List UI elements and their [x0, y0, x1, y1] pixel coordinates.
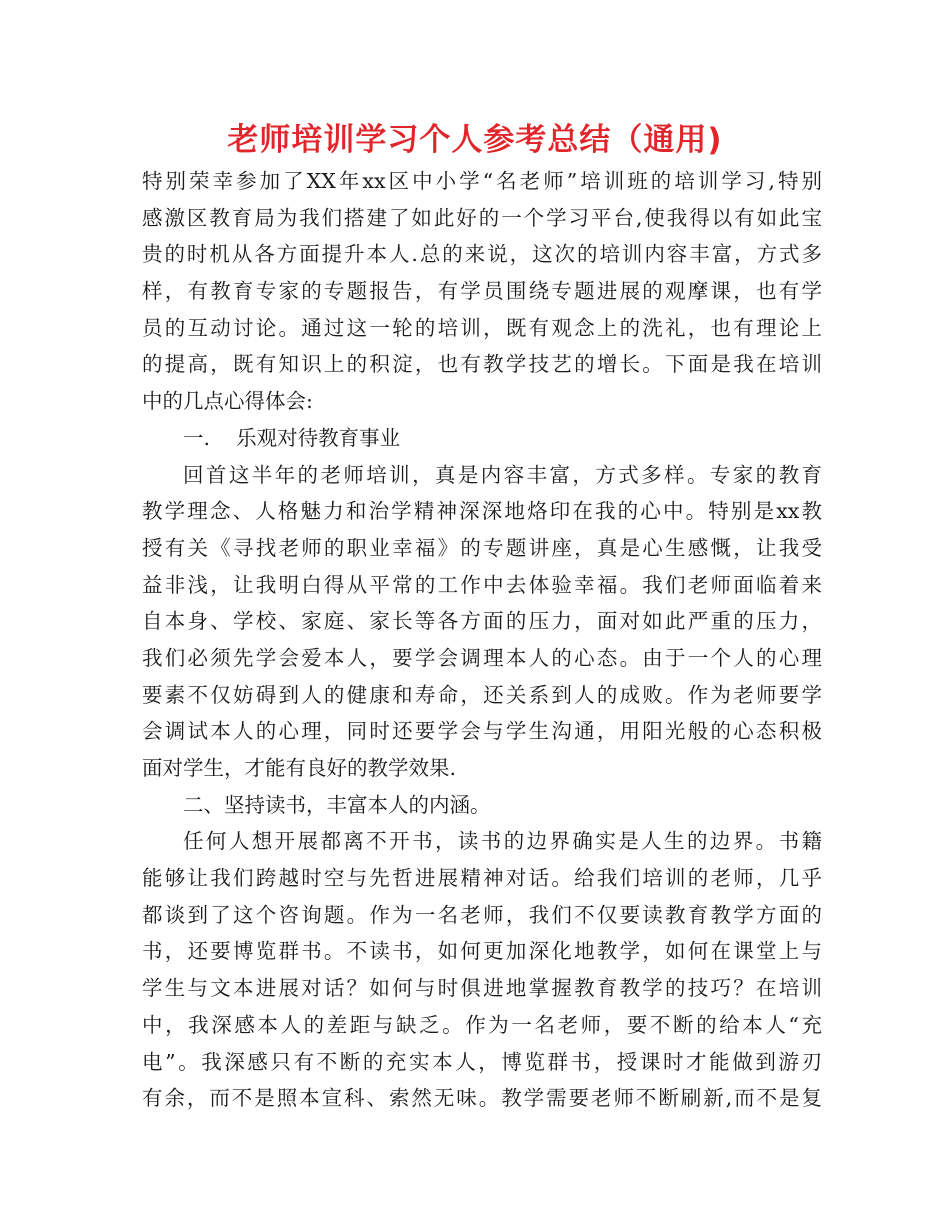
text-line: 特别荣幸参加了XX年xx区中小学“名老师”培训班的培训学习,特别: [142, 169, 822, 193]
text-line: 我们必须先学会爱本人，要学会调理本人的心态。由于一个人的心理: [142, 645, 822, 670]
text-line: 一. 乐观对待教育事业: [183, 425, 401, 450]
text-line: 样，有教育专家的专题报告，有学员围绕专题进展的观摩课，也有学: [142, 279, 822, 304]
document-title: 老师培训学习个人参考总结（通用): [227, 122, 723, 158]
text-line: 要素不仅妨碍到人的健康和寿命，还关系到人的成败。作为老师要学: [142, 682, 822, 707]
text-line: 的提高，既有知识上的积淀，也有教学技艺的增长。下面是我在培训: [142, 352, 822, 377]
text-line: 都谈到了这个咨询题。作为一名老师，我们不仅要读教育教学方面的: [142, 902, 822, 927]
text-line: 益非浅，让我明白得从平常的工作中去体验幸福。我们老师面临着来: [142, 572, 822, 597]
text-line: 自本身、学校、家庭、家长等各方面的压力，面对如此严重的压力，: [142, 609, 822, 634]
text-line: 任何人想开展都离不开书，读书的边界确实是人生的边界。书籍: [183, 829, 822, 854]
text-line: 授有关《寻找老师的职业幸福》的专题讲座，真是心生感慨，让我受: [142, 535, 822, 560]
text-line: 中，我深感本人的差距与缺乏。作为一名老师，要不断的给本人“充: [142, 1012, 822, 1037]
text-line: 学生与文本进展对话？如何与时俱进地掌握教育教学的技巧？在培训: [142, 976, 822, 1001]
text-line: 教学理念、人格魅力和治学精神深深地烙印在我的心中。特别是xx教: [142, 499, 822, 524]
text-line: 面对学生，才能有良好的教学效果.: [142, 756, 457, 780]
text-line: 有余，而不是照本宣科、索然无味。教学需要老师不断刷新,而不是复: [142, 1086, 822, 1111]
text-line: 员的互动讨论。通过这一轮的培训，既有观念上的洗礼，也有理论上: [142, 315, 822, 340]
text-line: 二、坚持读书，丰富本人的内涵。: [183, 792, 491, 817]
text-line: 会调试本人的心理，同时还要学会与学生沟通，用阳光般的心态积极: [142, 719, 822, 744]
text-line: 电”。我深感只有不断的充实本人，博览群书，授课时才能做到游刃: [142, 1049, 822, 1074]
document-body: [142, 163, 822, 1117]
text-line: 书，还要博览群书。不读书，如何更加深化地教学，如何在课堂上与: [142, 939, 822, 964]
text-line: 贵的时机从各方面提升本人.总的来说，这次的培训内容丰富，方式多: [142, 242, 822, 267]
text-line: 感激区教育局为我们搭建了如此好的一个学习平台,使我得以有如此宝: [142, 205, 822, 230]
text-line: 中的几点心得体会:: [142, 389, 313, 414]
text-line: 能够让我们跨越时空与先哲进展精神对话。给我们培训的老师，几乎: [142, 866, 822, 891]
text-line: 回首这半年的老师培训，真是内容丰富，方式多样。专家的教育: [183, 462, 822, 487]
